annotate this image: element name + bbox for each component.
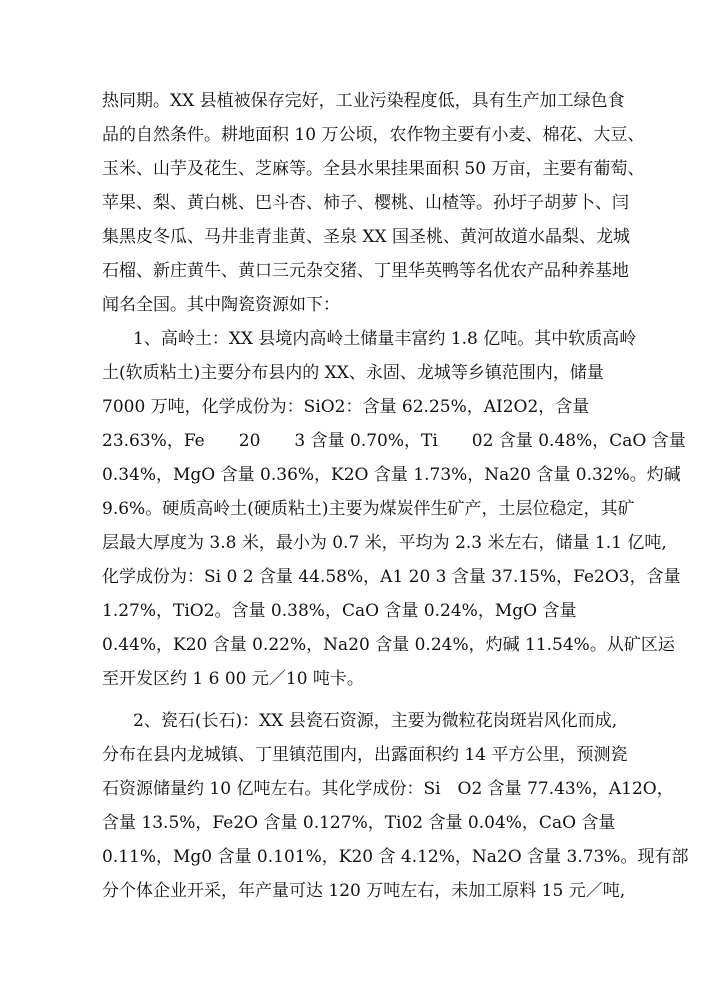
section-heading-kaolin: 1、高岭土：XX 县境内高岭土储量丰富约 1.8 亿吨。其中软质高岭	[133, 329, 637, 349]
text-line: 23.63%，Fe 20 3 含量 0.70%，Ti 02 含量 0.48%，CaO 含量	[102, 431, 686, 451]
text-line: 含量 13.5%，Fe2O 含量 0.127%，Ti02 含量 0.04%，CaO 含量	[102, 813, 616, 833]
text-line: 苹果、梨、黄白桃、巴斗杏、柿子、樱桃、山楂等。孙圩子胡萝卜、闫	[102, 193, 629, 213]
text-line: 石榴、新庄黄牛、黄口三元杂交猪、丁里华英鸭等名优农产品种养基地	[102, 261, 629, 281]
text-line: 闻名全国。其中陶瓷资源如下：	[102, 295, 340, 315]
text-line: 分个体企业开采，年产量可达 120 万吨左右，未加工原料 15 元／吨,	[102, 881, 626, 901]
text-line: 分布在县内龙城镇、丁里镇范围内，出露面积约 14 平方公里，预测瓷	[102, 745, 628, 765]
text-line: 至开发区约 1 6 00 元／10 吨卡。	[102, 669, 364, 689]
text-line: 玉米、山芋及花生、芝麻等。全县水果挂果面积 50 万亩，主要有葡萄、	[102, 159, 645, 179]
text-line: 0.11%，Mg0 含量 0.101%，K20 含 4.12%，Na2O 含量 3.73%。现有部	[102, 847, 689, 867]
section-heading-porcelain-stone: 2、瓷石(长石)：XX 县瓷石资源，主要为微粒花岗斑岩风化而成,	[133, 711, 618, 731]
text-line: 品的自然条件。耕地面积 10 万公顷，农作物主要有小麦、棉花、大豆、	[102, 125, 645, 145]
text-line: 0.34%，MgO 含量 0.36%，K2O 含量 1.73%，Na20 含量 0.32%。灼碱	[102, 465, 681, 485]
text-line: 集黑皮冬瓜、马井韭青韭黄、圣泉 XX 国圣桃、黄河故道水晶梨、龙城	[102, 227, 631, 247]
text-line: 土(软质粘土)主要分布县内的 XX、永固、龙城等乡镇范围内，储量	[102, 363, 604, 383]
text-line: 7000 万吨，化学成份为：SiO2：含量 62.25%，AI2O2，含量	[102, 397, 590, 417]
text-line: 热同期。XX 县植被保存完好，工业污染程度低，具有生产加工绿色食	[102, 91, 625, 111]
text-line: 化学成份为：Si 0 2 含量 44.58%，A1 20 3 含量 37.15%，Fe2O3，含量	[102, 567, 681, 587]
text-line: 1.27%，TiO2。含量 0.38%，CaO 含量 0.24%，MgO 含量	[102, 601, 577, 621]
text-line: 9.6%。硬质高岭土(硬质粘土)主要为煤炭伴生矿产，土层位稳定，其矿	[102, 499, 635, 519]
text-line: 层最大厚度为 3.8 米，最小为 0.7 米，平均为 2.3 米左右，储量 1.1 亿吨,	[102, 533, 667, 553]
text-line: 石资源储量约 10 亿吨左右。其化学成份：Si O2 含量 77.43%，A12O，	[102, 779, 674, 799]
text-line: 0.44%，K20 含量 0.22%，Na20 含量 0.24%，灼碱 11.54%。从矿区运	[102, 635, 675, 655]
